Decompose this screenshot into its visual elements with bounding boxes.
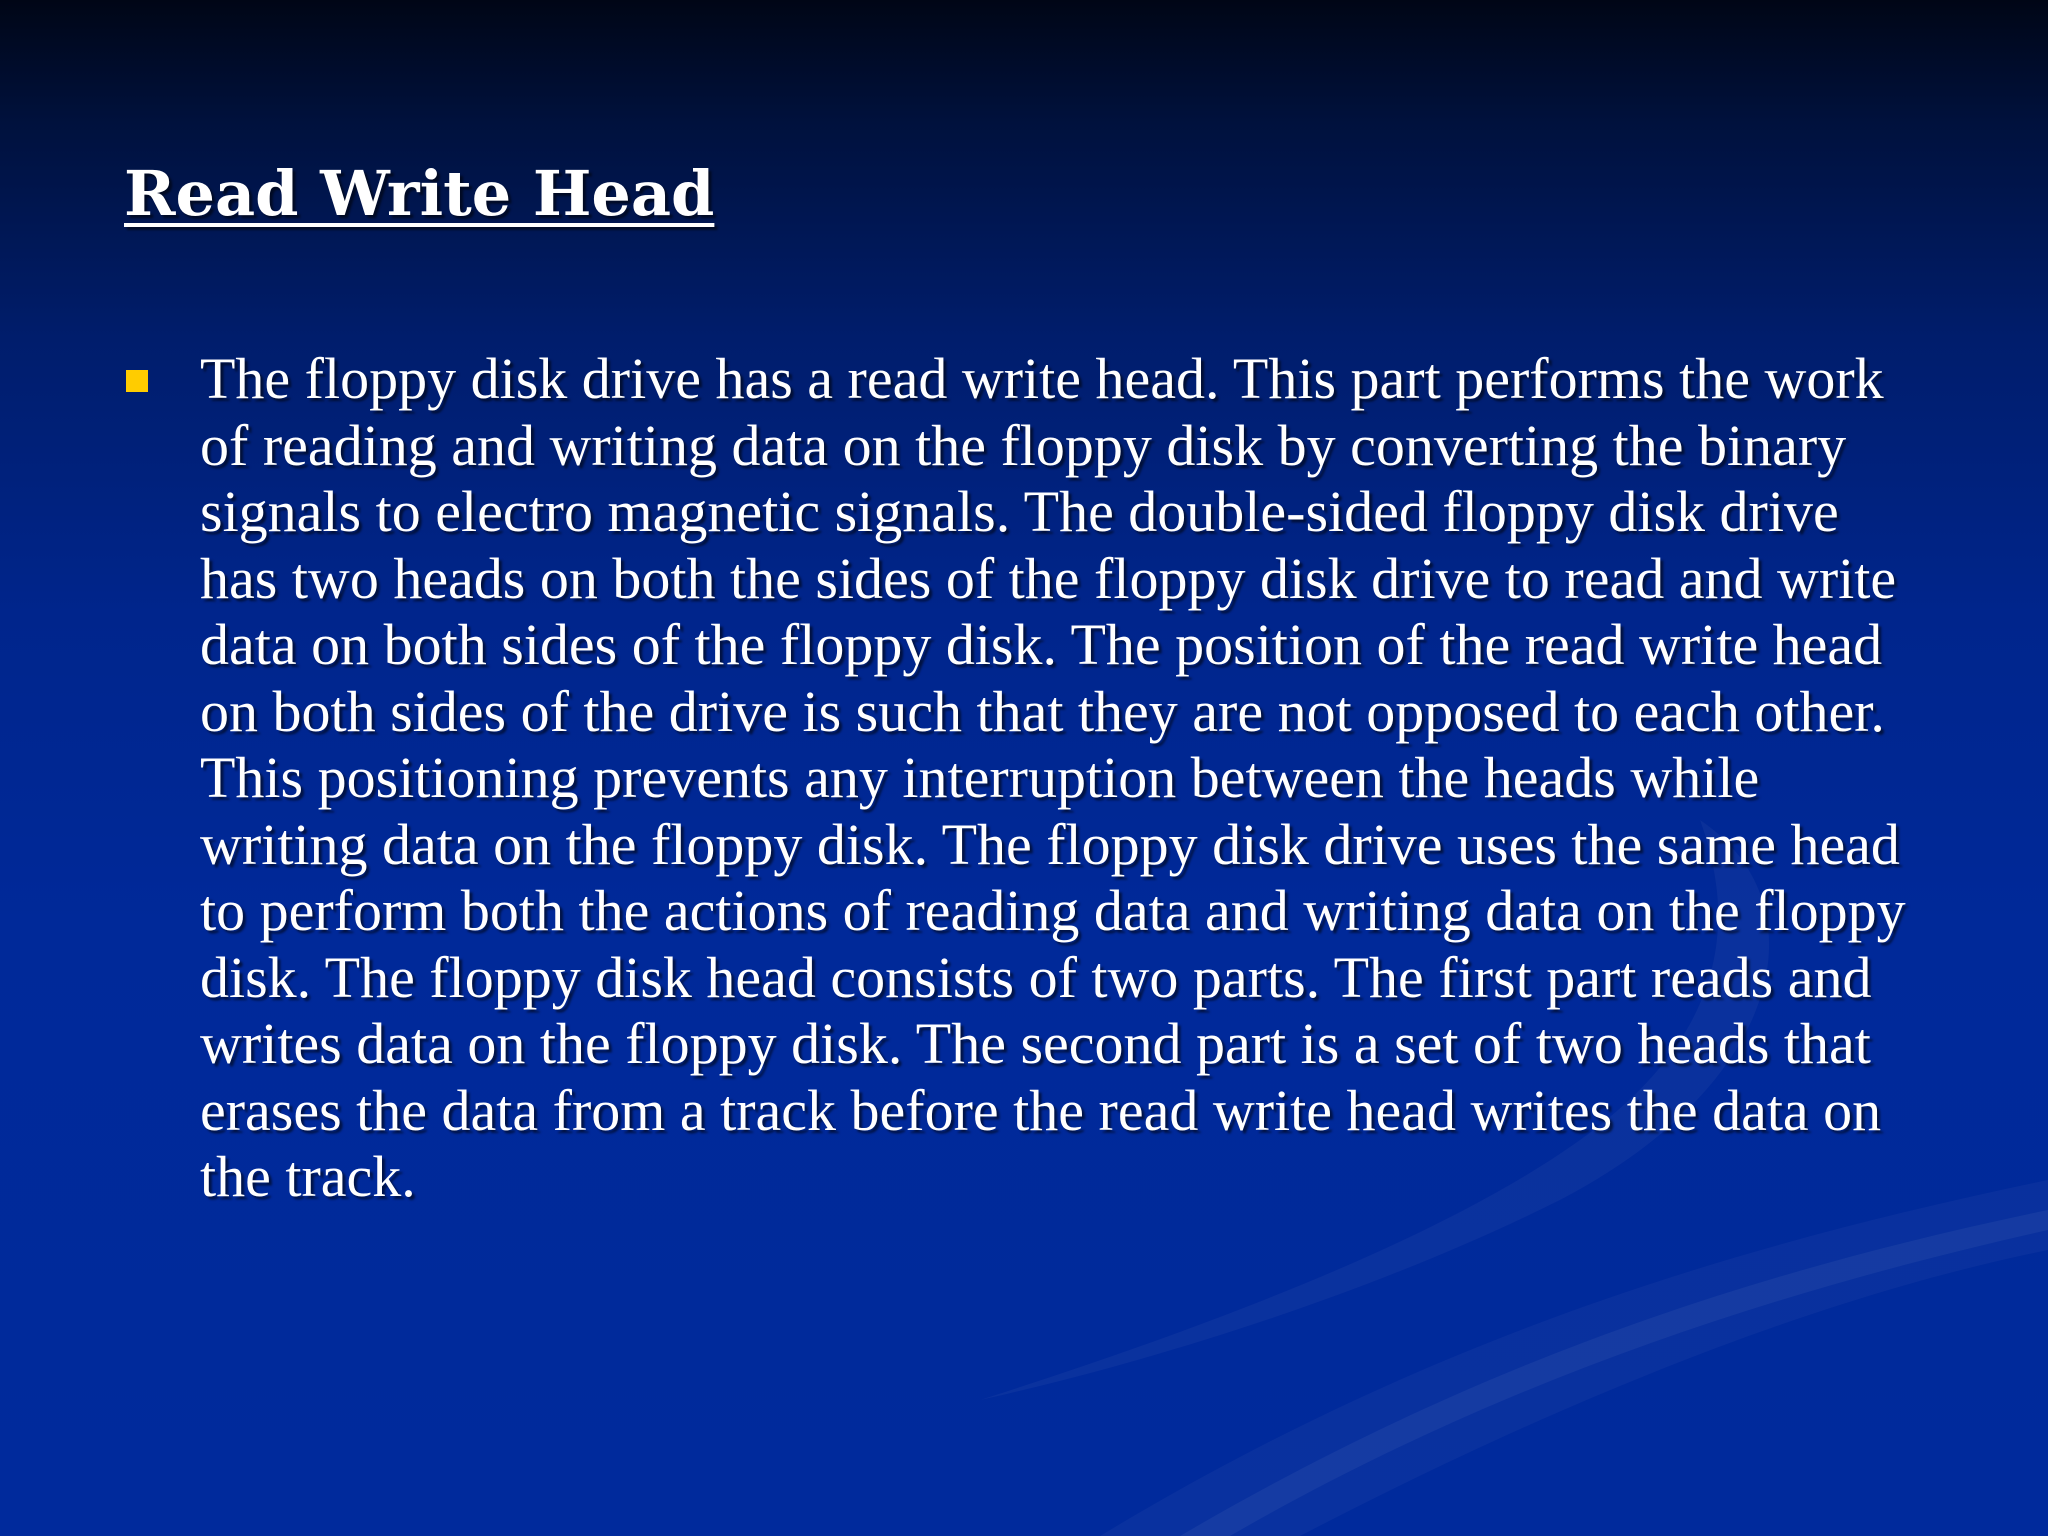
bullet-item: [124, 346, 1924, 1211]
square-bullet-icon: [126, 370, 148, 392]
slide-title: Read Write Head: [124, 157, 715, 230]
bullet-list: [124, 346, 1924, 1211]
bullet-text: The floppy disk drive has a read write head. This part performs the work of reading and writing data on the floppy disk by converting the binary signals to electro magnetic signals. The double-sided floppy disk drive has two heads on both the sides of the floppy disk drive to read and write data on both sides of the floppy disk. The position of the read write head on both sides of the drive is such that they are not opposed to each other. This positioning prevents any interruption between the heads while writing data on the floppy disk. The floppy disk drive uses the same head to perform both the actions of reading data and writing data on the floppy disk. The floppy disk head consists of two parts. The first part reads and writes data on the floppy disk. The second part is a set of two heads that erases the data from a track before the read write head writes the data on the track.: [200, 346, 1906, 1209]
